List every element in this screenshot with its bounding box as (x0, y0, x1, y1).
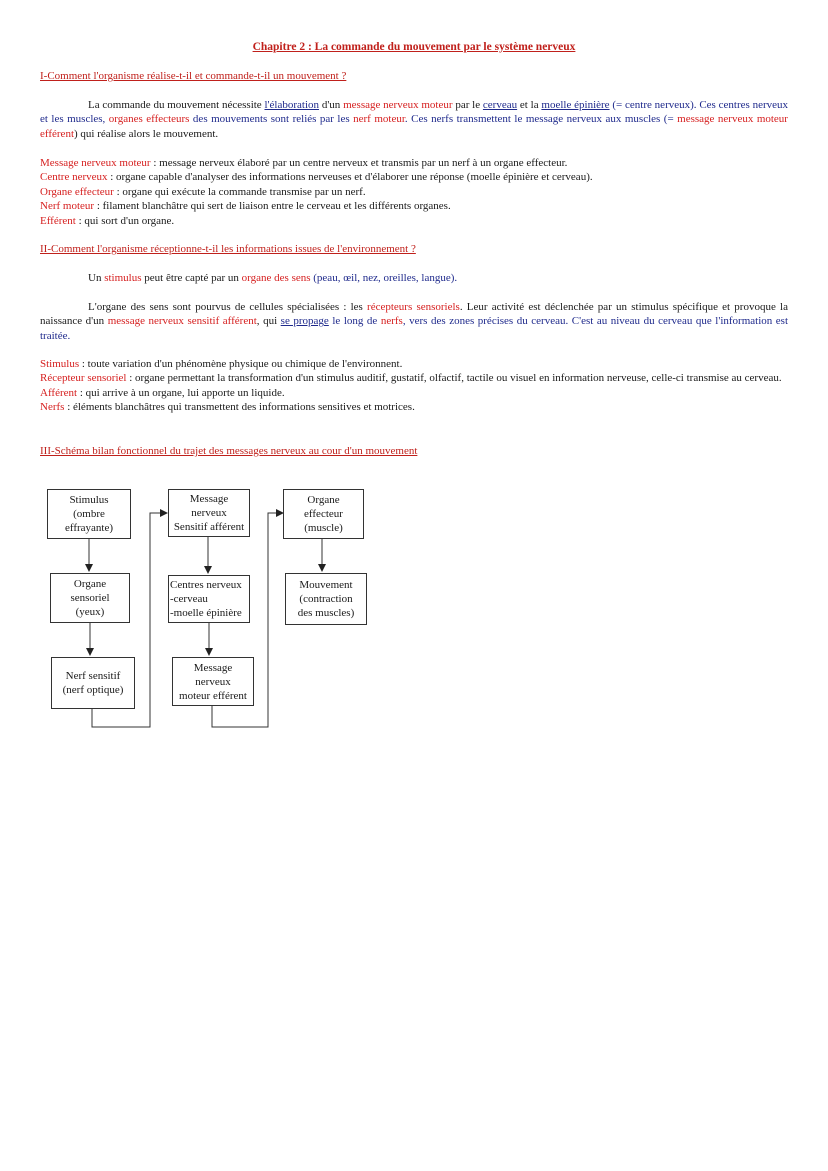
definition-item: Centre nerveux : organe capable d'analyser des informations nerveuses et d'élaborer une réponse (moelle épinière et cerveau). (40, 171, 593, 184)
definition-item: Nerfs : éléments blanchâtres qui transmettent des informations sensitives et motrices. (40, 401, 415, 414)
definition-item: Récepteur sensoriel : organe permettant la transformation d'un stimulus auditif, gustatif, olfactif, tactile ou visuel en information nerveuse, celle-ci transmise au cerveau. (40, 372, 782, 385)
section-1-paragraph: La commande du mouvement nécessite l'élaboration d'un message nerveux moteur par le cerveau et la moelle épinière (= centre nerveux). Ces centres nerveux et les muscles, organes effecteurs des mouvements sont reliés par les nerf moteur. Ces nerfs transmettent le message nerveux aux muscles (= message nerveux moteur efférent) qui réalise alors le mouvement. (40, 99, 788, 140)
definition-item: Message nerveux moteur : message nerveux élaboré par un centre nerveux et transmis par un nerf à un organe effecteur. (40, 157, 568, 169)
box-organe-effecteur: Organe effecteur (muscle) (283, 489, 364, 539)
box-message-moteur: Message nerveux moteur efférent (172, 657, 254, 706)
definition-item: Stimulus : toute variation d'un phénomène physique ou chimique de l'environnent. (40, 358, 403, 370)
section-2-heading: II-Comment l'organisme réceptionne-t-il les informations issues de l'environnement ? (40, 243, 416, 255)
definition-item: Organe effecteur : organe qui exécute la commande transmise par un nerf. (40, 185, 366, 198)
box-stimulus: Stimulus (ombre effrayante) (47, 489, 131, 539)
definition-item: Afférent : qui arrive à un organe, lui apporte un liquide. (40, 386, 285, 399)
section-2-paragraph-2: L'organe des sens sont pourvus de cellules spécialisées : les récepteurs sensoriels. Leur activité est déclenchée par un stimulus spécifique et provoque la naissance d'un message nerveux sensitif afférent, qui se propage le long de nerfs, vers des zones précises du cerveau. C'est au niveau du cerveau que l'information est traitée. (40, 301, 789, 342)
box-centres-nerveux: Centres nerveux -cerveau -moelle épinière (168, 575, 250, 623)
definition-item: Efférent : qui sort d'un organe. (40, 214, 175, 227)
box-organe-sensoriel: Organe sensoriel (yeux) (50, 573, 130, 623)
section-3-heading: III-Schéma bilan fonctionnel du trajet des messages nerveux au cour d'un mouvement (40, 445, 418, 457)
definition-item: Nerf moteur : filament blanchâtre qui sert de liaison entre le cerveau et les différents organes. (40, 200, 451, 213)
section-2-paragraph-1: Un stimulus peut être capté par un organe des sens (peau, œil, nez, oreilles, langue). (88, 272, 458, 284)
section-1-heading: I-Comment l'organisme réalise-t-il et commande-t-il un mouvement ? (40, 70, 347, 82)
box-nerf-sensitif: Nerf sensitif (nerf optique) (51, 657, 135, 709)
box-mouvement: Mouvement (contraction des muscles) (285, 573, 367, 625)
box-message-sensitif: Message nerveux Sensitif afférent (168, 489, 250, 537)
page-title: Chapitre 2 : La commande du mouvement par le système nerveux (252, 41, 576, 53)
